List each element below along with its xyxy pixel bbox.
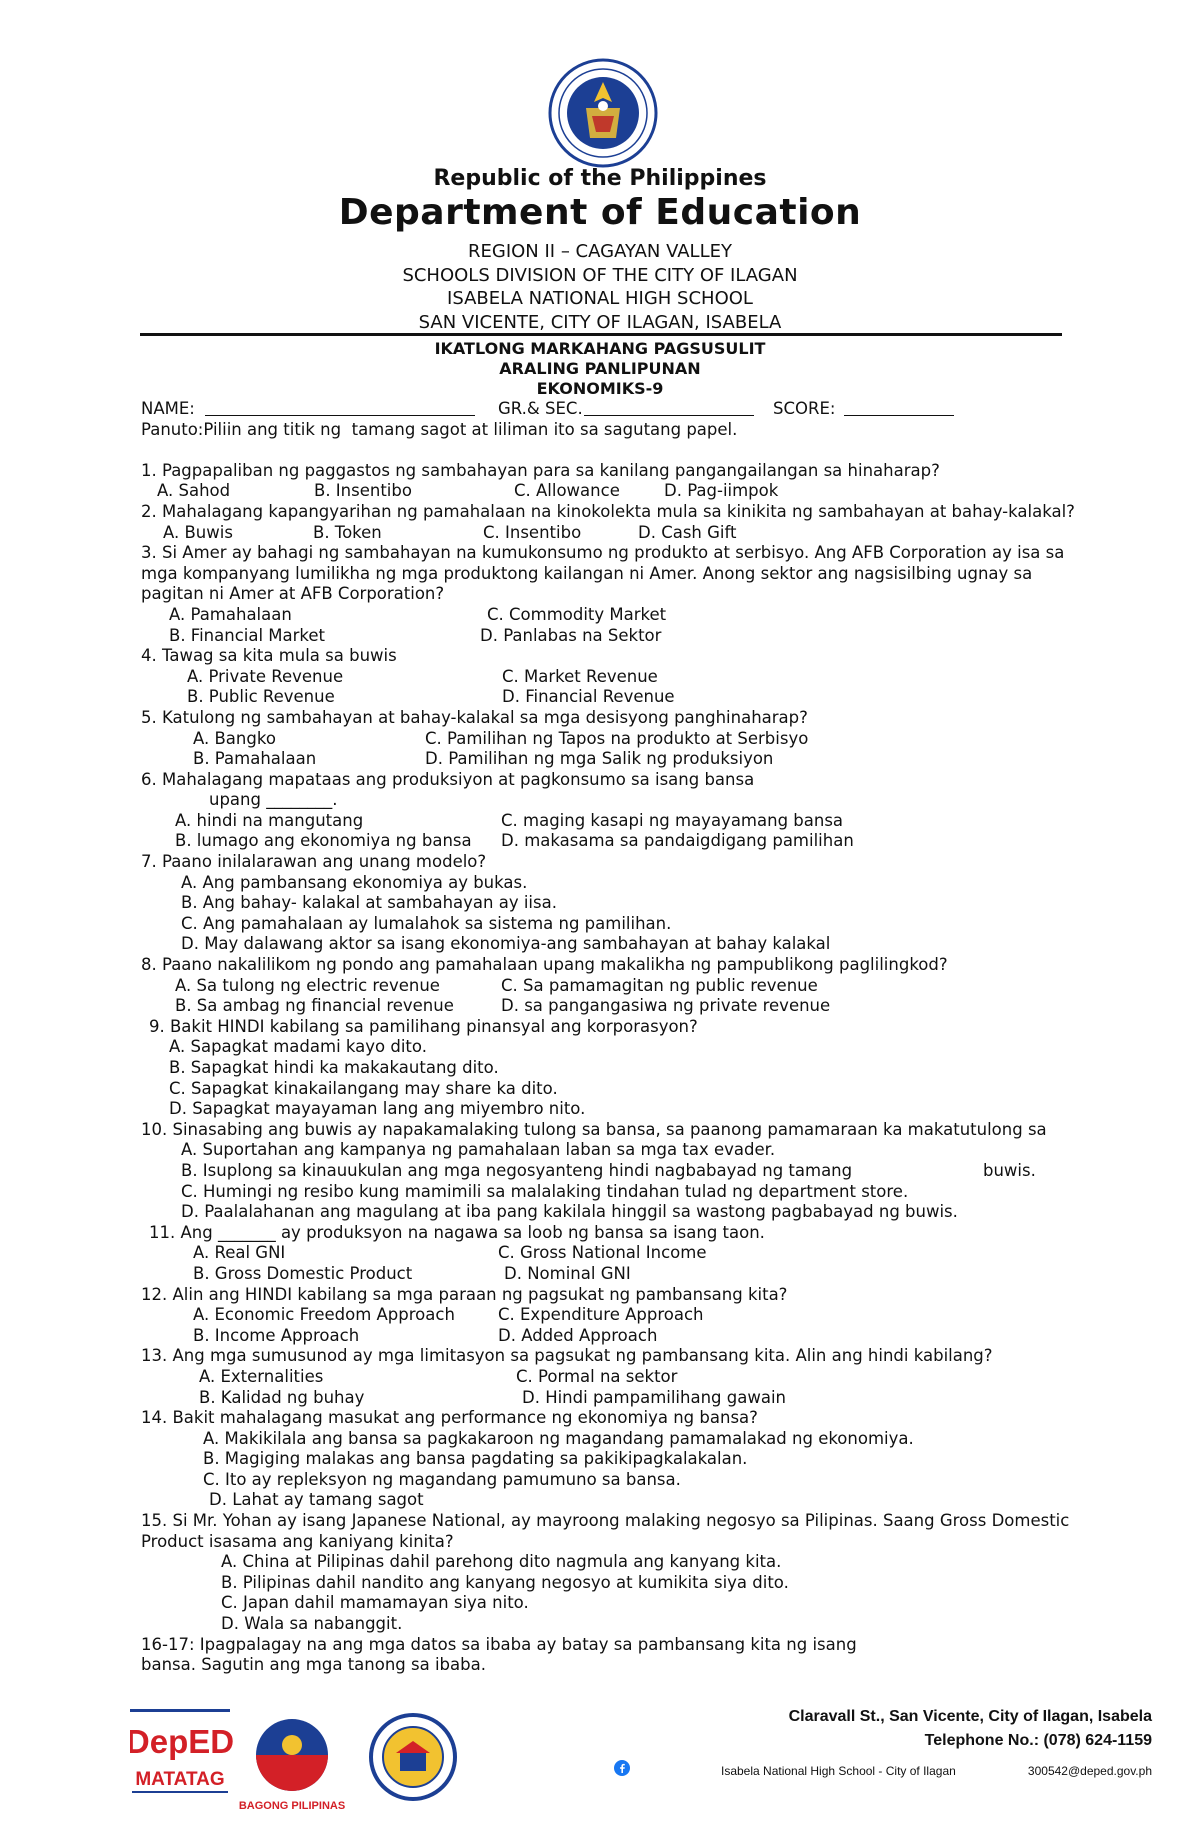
question-line <box>141 687 1161 708</box>
matatag-logo-text: MATATAG <box>135 1769 225 1790</box>
question-line: C. Japan dahil mamamayan siya nito. <box>221 1593 529 1613</box>
answer-choice: A. hindi na mangutang <box>175 810 364 830</box>
answer-choice: C. Allowance <box>514 481 620 501</box>
answer-choice: C. Pormal na sektor <box>516 1366 678 1386</box>
answer-choice: A. Real GNI <box>193 1243 286 1263</box>
deped-seal-icon <box>548 58 658 168</box>
republic-heading: Republic of the Philippines <box>433 166 767 191</box>
question-line: 14. Bakit mahalagang masukat ang performance ng ekonomiya ng bansa? <box>141 1408 758 1428</box>
answer-choice: B. Financial Market <box>169 625 326 645</box>
question-line <box>141 831 1161 852</box>
question-line: 6. Mahalagang mapataas ang produksiyon at pagkonsumo sa isang bansa <box>141 769 755 789</box>
question-line <box>141 996 1161 1017</box>
answer-choice: C. Sa pamamagitan ng public revenue <box>501 975 818 995</box>
question-line <box>141 523 1161 544</box>
answer-choice: B. lumago ang ekonomiya ng bansa <box>175 831 472 851</box>
question-line: B. Sapagkat hindi ka makakautang dito. <box>169 1058 499 1077</box>
answer-choice: B. Public Revenue <box>187 687 335 707</box>
answer-choice: C. Commodity Market <box>487 604 667 624</box>
answer-choice: A. Buwis <box>163 522 233 542</box>
answer-choice: A. Sahod <box>157 481 231 501</box>
question-line: D. Sapagkat mayayaman lang ang miyembro nito. <box>169 1099 586 1119</box>
deped-logo-text: DepED <box>130 1723 235 1760</box>
answer-choice: A. Pamahalaan <box>169 604 292 624</box>
question-line: D. Wala sa nabanggit. <box>221 1614 403 1634</box>
question-line: 1. Pagpapaliban ng paggastos ng sambahayan para sa kanilang pangangailangan sa hinaharap? <box>141 460 940 480</box>
answer-choice: C. Pamilihan ng Tapos na produkto at Serbisyo <box>425 728 809 748</box>
question-line: bansa. Sagutin ang mga tanong sa ibaba. <box>141 1655 486 1675</box>
answer-choice: D. Added Approach <box>498 1325 658 1345</box>
exam-title <box>0 339 1200 399</box>
name-field[interactable] <box>205 399 475 416</box>
question-line: B. Pilipinas dahil nandito ang kanyang negosyo at kumikita siya dito. <box>221 1572 789 1592</box>
footer-logos <box>130 1705 570 1819</box>
question-line: B. Ang bahay- kalakal at sambahayan ay iisa. <box>181 893 557 913</box>
address-line: SAN VICENTE, CITY OF ILAGAN, ISABELA <box>418 311 782 333</box>
question-line <box>141 1243 1161 1264</box>
header-divider <box>140 333 1062 336</box>
exam-title-course: EKONOMIKS-9 <box>536 379 664 398</box>
answer-choice: A. Bangko <box>193 728 276 748</box>
answer-choice: D. sa pangangasiwa ng private revenue <box>501 996 831 1016</box>
question-line: 7. Paano inilalarawan ang unang modelo? <box>141 852 487 872</box>
answer-choice: A. Sa tulong ng electric revenue <box>175 975 440 995</box>
student-info-line <box>141 399 1161 420</box>
answer-choice: D. Panlabas na Sektor <box>480 625 662 645</box>
question-line: A. Suportahan ang kampanya ng pamahalaan laban sa mga tax evader. <box>181 1140 776 1160</box>
question-line <box>141 1305 1161 1326</box>
question-line: C. Ang pamahalaan ay lumalahok sa sistema ng pamilihan. <box>181 913 672 933</box>
question-line: C. Ito ay repleksyon ng magandang pamumuno sa bansa. <box>203 1469 681 1489</box>
question-line: upang ________. <box>209 790 338 810</box>
score-field[interactable] <box>844 399 954 416</box>
answer-choice: A. Economic Freedom Approach <box>193 1305 455 1325</box>
bagong-pilipinas-logo-icon <box>239 1719 345 1812</box>
footer-address: Claravall St., San Vicente, City of Ilagan, Isabela <box>788 1708 1152 1725</box>
question-list <box>141 440 1161 1676</box>
question-line <box>141 1367 1161 1388</box>
answer-choice: A. Externalities <box>199 1366 324 1386</box>
answer-choice: B. Pamahalaan <box>193 749 317 769</box>
question-line: A. Makikilala ang bansa sa pagkakaroon ng magandang pamamalakad ng ekonomiya. <box>203 1428 914 1448</box>
answer-choice: D. makasama sa pandaigdigang pamilihan <box>501 831 854 851</box>
deped-logo <box>130 1709 234 1793</box>
answer-choice: D. Nominal GNI <box>504 1263 631 1283</box>
email-link[interactable]: 300542@deped.gov.ph <box>1027 1764 1152 1778</box>
footer-contact <box>789 1708 1152 1750</box>
facebook-page-link[interactable]: Isabela National High School - City of Ilagan <box>721 1764 956 1778</box>
department-heading: Department of Education <box>338 192 862 233</box>
question-line <box>141 749 1161 770</box>
question-line: mga kompanyang lumilikha ng mga produktong kailangan ni Amer. Anong sektor ang nagsisilbing ugnay sa <box>141 563 1033 583</box>
answer-choice: C. Gross National Income <box>498 1243 707 1263</box>
answer-choice: C. maging kasapi ng mayayamang bansa <box>501 810 844 830</box>
question-line: 10. Sinasabing ang buwis ay napakamalaking tulong sa bansa, sa paanong pamamaraan ka makatutulong sa <box>141 1119 1047 1139</box>
question-line: pagitan ni Amer at AFB Corporation? <box>141 584 445 604</box>
question-line <box>141 605 1161 626</box>
answer-choice: A. Private Revenue <box>187 666 344 686</box>
question-line: A. Sapagkat madami kayo dito. <box>169 1037 427 1057</box>
answer-choice: B. Kalidad ng buhay <box>199 1387 365 1407</box>
answer-choice: B. Income Approach <box>193 1325 360 1345</box>
question-line: A. Ang pambansang ekonomiya ay bukas. <box>181 872 528 892</box>
answer-choice: B. Token <box>313 522 382 542</box>
question-line <box>141 481 1161 502</box>
question-line <box>141 626 1161 647</box>
question-line: D. May dalawang aktor sa isang ekonomiya-ang sambahayan at bahay kalakal <box>181 934 831 954</box>
question-line: 15. Si Mr. Yohan ay isang Japanese National, ay mayroong malaking negosyo sa Pilipinas. Saang Gross Domestic <box>141 1511 1070 1531</box>
question-line: D. Lahat ay tamang sagot <box>209 1490 424 1510</box>
answer-choice: D. Cash Gift <box>638 522 737 542</box>
answer-choice: C. Market Revenue <box>502 666 658 686</box>
question-line: B. Magiging malakas ang bansa pagdating sa pakikipagkalakalan. <box>203 1449 748 1469</box>
question-line: 2. Mahalagang kapangyarihan ng pamahalaan na kinokolekta mula sa kinikita ng sambahayan at bahay-kalakal? <box>141 501 1075 521</box>
question-line <box>141 667 1161 688</box>
question-line: 3. Si Amer ay bahagi ng sambahayan na kumukonsumo ng produkto at serbisyo. Ang AFB Corporation ay isa sa <box>141 543 1065 563</box>
question-line: D. Paalalahanan ang magulang at iba pang kakilala hinggil sa wastong pagbabayad ng buwis. <box>181 1202 958 1222</box>
region-line: REGION II – CAGAYAN VALLEY <box>468 241 732 262</box>
exam-title-subject: ARALING PANLIPUNAN <box>499 359 701 378</box>
answer-choice: buwis. <box>983 1160 1036 1180</box>
answer-choice: B. Isuplong sa kinauukulan ang mga negosyanteng hindi nagbabayad ng tamang <box>181 1160 853 1180</box>
exam-body <box>141 399 1161 1676</box>
footer-logo-strip <box>130 1705 570 1815</box>
answer-choice: D. Pamilihan ng mga Salik ng produksiyon <box>425 749 774 769</box>
question-line <box>141 440 1161 461</box>
grsec-field[interactable] <box>584 399 754 416</box>
question-line: 8. Paano nakalilikom ng pondo ang pamahalaan upang makalikha ng pampublikong paglilingkod? <box>141 955 948 975</box>
question-line: 16-17: Ipagpalagay na ang mga datos sa ibaba ay batay sa pambansang kita ng isang <box>141 1634 857 1654</box>
answer-choice: D. Pag-iimpok <box>664 481 779 501</box>
question-line <box>141 729 1161 750</box>
footer-telephone: Telephone No.: (078) 624-1159 <box>924 1732 1152 1749</box>
exam-title-quarter: IKATLONG MARKAHANG PAGSUSULIT <box>434 339 766 358</box>
question-line <box>141 976 1161 997</box>
question-line: Product isasama ang kaniyang kinita? <box>141 1531 454 1551</box>
question-line <box>141 811 1161 832</box>
answer-choice: D. Financial Revenue <box>502 687 675 707</box>
answer-choice: C. Insentibo <box>483 522 582 542</box>
name-label: NAME: <box>141 399 195 418</box>
answer-choice: B. Gross Domestic Product <box>193 1263 413 1283</box>
division-line: SCHOOLS DIVISION OF THE CITY OF ILAGAN <box>402 264 798 286</box>
score-label: SCORE: <box>773 399 836 418</box>
answer-choice: B. Sa ambag ng financial revenue <box>175 996 454 1016</box>
question-line: 12. Alin ang HINDI kabilang sa mga paraan ng pagsukat ng pambansang kita? <box>141 1284 788 1304</box>
facebook-icon[interactable] <box>614 1760 630 1776</box>
question-line: C. Sapagkat kinakailangang may share ka dito. <box>169 1078 558 1098</box>
question-line: C. Humingi ng resibo kung mamimili sa malalaking tindahan tulad ng department store. <box>181 1181 909 1201</box>
question-line: 5. Katulong ng sambahayan at bahay-kalakal sa mga desisyong panghinaharap? <box>141 707 808 727</box>
bagong-pilipinas-text: BAGONG PILIPINAS <box>238 1800 346 1812</box>
school-line: ISABELA NATIONAL HIGH SCHOOL <box>447 288 753 309</box>
question-line <box>141 1326 1161 1347</box>
answer-choice: B. Insentibo <box>314 481 412 501</box>
question-line: 11. Ang _______ ay produksyon na nagawa sa loob ng bansa sa isang taon. <box>149 1222 765 1242</box>
grsec-label: GR.& SEC. <box>498 399 583 418</box>
question-line <box>141 1161 1161 1182</box>
question-line <box>141 1388 1161 1409</box>
question-line: 9. Bakit HINDI kabilang sa pamilihang pinansyal ang korporasyon? <box>149 1016 698 1036</box>
question-line <box>141 1264 1161 1285</box>
answer-choice: C. Expenditure Approach <box>498 1305 704 1325</box>
question-line: 4. Tawag sa kita mula sa buwis <box>141 646 397 666</box>
directions: Panuto:Piliin ang titik ng tamang sagot at liliman ito sa sagutang papel. <box>141 419 738 439</box>
answer-choice: D. Hindi pampamilihang gawain <box>522 1387 786 1407</box>
office-lines <box>0 240 1200 334</box>
question-line: 13. Ang mga sumusunod ay mga limitasyon sa pagsukat ng pambansang kita. Alin ang hindi kabilang? <box>141 1346 993 1366</box>
school-seal-icon <box>371 1715 455 1799</box>
question-line: A. China at Pilipinas dahil parehong dito nagmula ang kanyang kita. <box>221 1552 782 1572</box>
